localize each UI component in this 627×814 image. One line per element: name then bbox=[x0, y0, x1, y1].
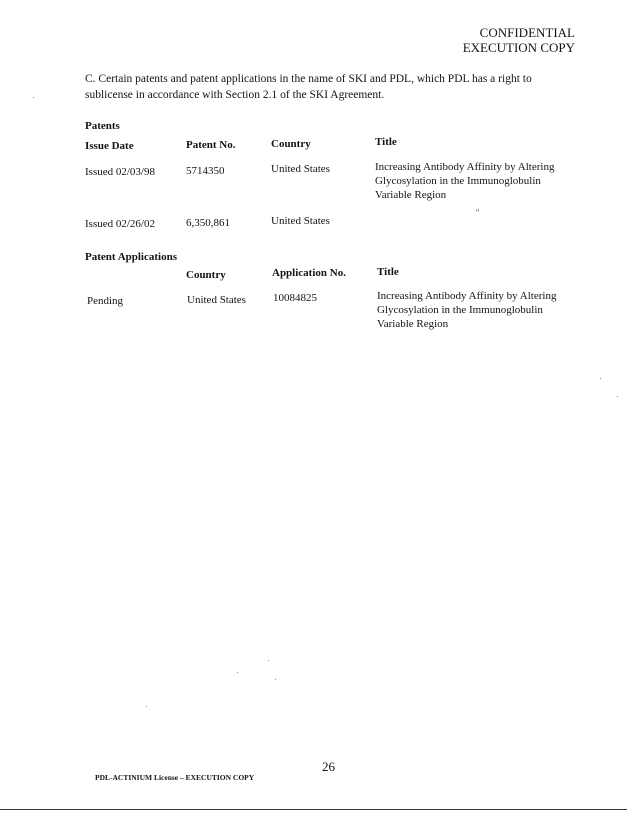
header-confidential: CONFIDENTIAL bbox=[479, 25, 575, 40]
col-issue-date: Issue Date bbox=[85, 140, 134, 152]
header-execution-copy: EXECUTION COPY bbox=[462, 40, 575, 55]
patent-row-1-title bbox=[375, 160, 575, 202]
col-title: Title bbox=[375, 136, 397, 148]
col-country: Country bbox=[271, 138, 311, 150]
scan-speck bbox=[275, 679, 276, 680]
patent-row-1-title-line: Glycosylation in the Immunoglobulin bbox=[375, 175, 541, 187]
app-row-1-country: United States bbox=[187, 294, 246, 306]
patent-row-2-issue-date: Issued 02/26/02 bbox=[85, 218, 155, 230]
bottom-rule bbox=[0, 809, 627, 810]
patent-row-1-title-line: Variable Region bbox=[375, 189, 447, 201]
scan-speck bbox=[146, 706, 147, 707]
patent-row-2-country: United States bbox=[271, 215, 330, 227]
patents-heading: Patents bbox=[85, 120, 120, 132]
intro-line-1: C. Certain patents and patent applications in the name of SKI and PDL, which PDL has a right to bbox=[85, 73, 532, 85]
intro-line-2: sublicense in accordance with Section 2.1 of the SKI Agreement. bbox=[85, 89, 385, 101]
footer-text: PDL-ACTINIUM License – EXECUTION COPY bbox=[95, 773, 255, 782]
patent-row-1-country: United States bbox=[271, 163, 330, 175]
app-col-country: Country bbox=[186, 269, 226, 281]
patent-row-1-patent-no: 5714350 bbox=[186, 165, 225, 177]
confidential-header bbox=[463, 25, 575, 55]
patent-row-1-title-line: Increasing Antibody Affinity by Altering bbox=[375, 161, 555, 173]
app-row-1-title-line: Glycosylation in the Immunoglobulin bbox=[377, 304, 543, 316]
scan-speck bbox=[268, 660, 269, 661]
patent-row-1-issue-date: Issued 02/03/98 bbox=[85, 166, 155, 178]
scan-speck bbox=[617, 396, 618, 397]
app-row-1-title-line: Increasing Antibody Affinity by Altering bbox=[377, 290, 557, 302]
patent-row-2-patent-no: 6,350,861 bbox=[186, 217, 230, 229]
app-row-1-status: Pending bbox=[87, 295, 124, 307]
scan-speck bbox=[33, 97, 34, 98]
app-row-1-title bbox=[377, 289, 577, 331]
app-col-application-no: Application No. bbox=[272, 267, 346, 279]
patent-row-2-title-ditto: " bbox=[476, 208, 480, 217]
scan-speck bbox=[237, 672, 238, 673]
col-patent-no: Patent No. bbox=[186, 139, 236, 151]
intro-paragraph bbox=[85, 71, 555, 103]
app-row-1-application-no: 10084825 bbox=[273, 292, 317, 304]
page-number: 26 bbox=[322, 759, 335, 774]
scan-speck bbox=[600, 378, 601, 379]
app-col-title: Title bbox=[377, 266, 399, 278]
applications-heading: Patent Applications bbox=[85, 251, 177, 263]
app-row-1-title-line: Variable Region bbox=[377, 318, 449, 330]
